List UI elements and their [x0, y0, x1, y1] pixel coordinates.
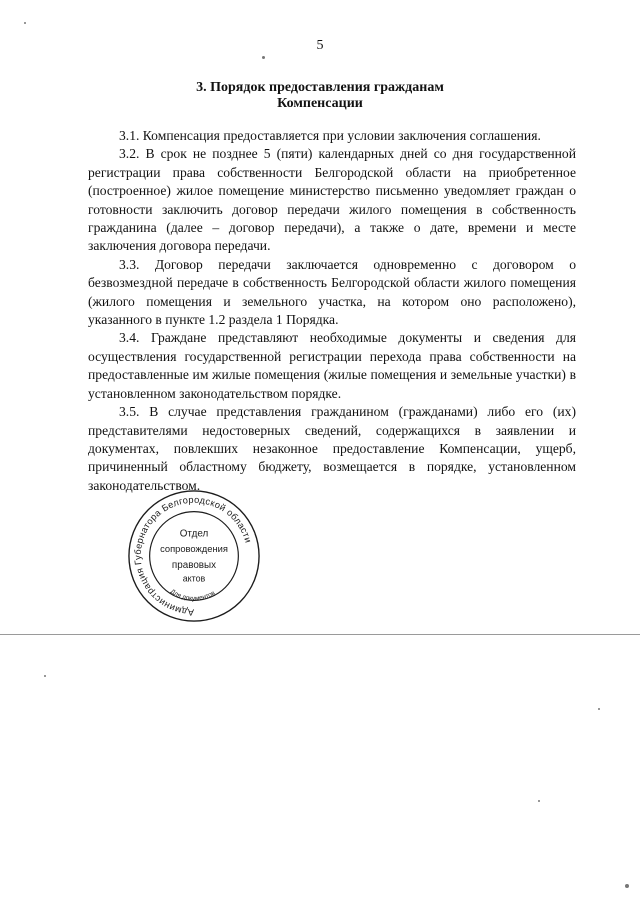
- scan-speck: [598, 708, 600, 710]
- scan-speck: [625, 884, 629, 888]
- section-heading-line1: 3. Порядок предоставления гражданам: [196, 80, 444, 95]
- official-stamp: [125, 487, 263, 625]
- page-number: 5: [316, 38, 324, 53]
- stamp-inner-circle: [150, 512, 239, 601]
- stamp-inner-ring-text: Для документов: [168, 588, 217, 603]
- section-heading: [0, 80, 640, 112]
- stamp-center-line-1: Отдел: [179, 528, 209, 540]
- paragraph-3-1: 3.1. Компенсация предоставляется при условии заключения соглашения.: [119, 128, 541, 143]
- stamp-center-line-4: актов: [182, 573, 206, 584]
- scan-speck: [262, 56, 265, 59]
- paragraph-3-4: 3.4. Граждане представляют необходимые документы и сведения для осуществления государственной регистрации перехода права собственности на предоставленные им жилые помещения (жилые помещения и земельные участки) в установленном законодательством порядке.: [88, 330, 576, 401]
- section-heading-line2: Компенсации: [277, 96, 363, 111]
- scan-speck: [44, 675, 46, 677]
- scan-divider-line: [0, 634, 640, 635]
- paragraph-3-2: 3.2. В срок не позднее 5 (пяти) календарных дней со дня государственной регистрации права собственности Белгородской области на приобретенное (построенное) жилое помещение министерство письменно уведомляет граждан о готовности заключить договор передачи жилого помещения в собственность гражданина (далее – договор передачи), а также о дате, времени и месте заключения договора передачи.: [88, 146, 576, 254]
- section-body: [88, 127, 576, 495]
- scan-speck: [24, 22, 26, 24]
- scan-speck: [538, 800, 540, 802]
- stamp-center-line-3: правовых: [171, 559, 217, 571]
- paragraph-3-5: 3.5. В случае представления гражданином (гражданами) либо его (их) представителями недостоверных сведений, содержащихся в заявлении и документах, повлекших незаконное предоставление Компенсации, ущерб, причиненный областному бюджету, возмещается в порядке, установленном законодательством.: [88, 404, 576, 493]
- paragraph-3-3: 3.3. Договор передачи заключается одновременно с договором о безвозмездной передаче в собственность Белгородской области жилого помещения (жилого помещения и земельного участка, на котором оно расположено), указанного в пункте 1.2 раздела 1 Порядка.: [88, 256, 576, 328]
- stamp-center-line-2: сопровождения: [160, 544, 228, 555]
- stamp-outer-text: Администрация Губернатора Белгородской области: [132, 494, 254, 618]
